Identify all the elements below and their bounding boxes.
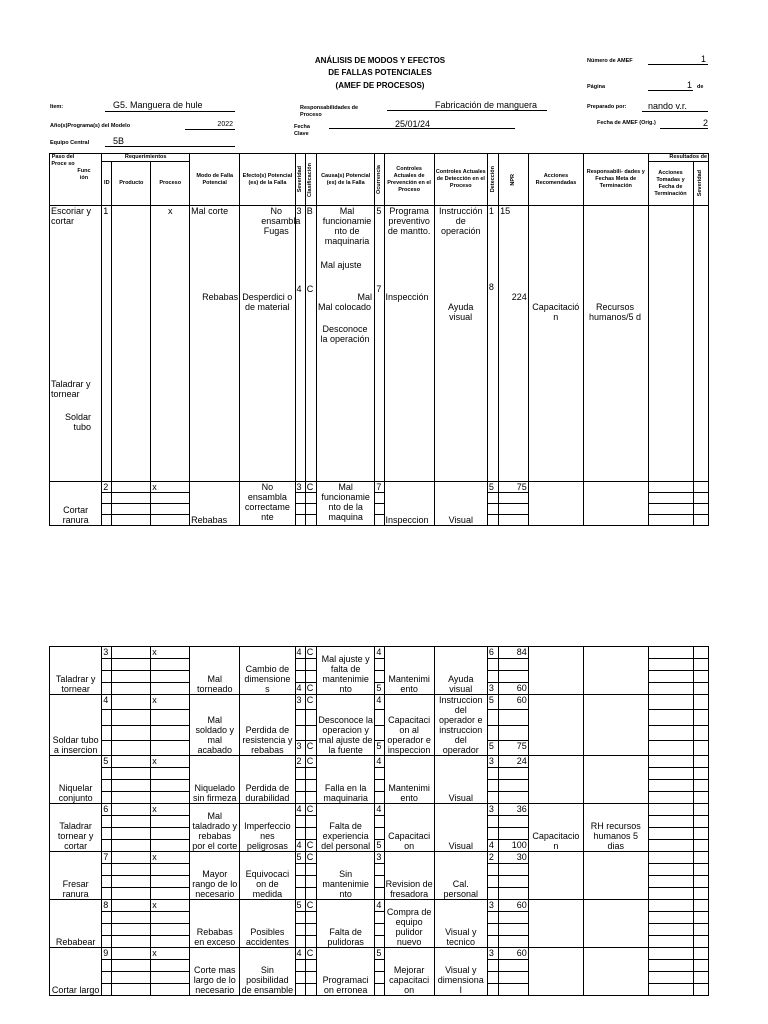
cell-det: 1 8 <box>487 206 498 482</box>
header-acciones-tomadas: Acciones Tomadas y Fecha de Terminación <box>648 162 693 206</box>
cell-proceso: x <box>151 695 190 710</box>
cell-proceso: x <box>151 948 190 960</box>
cell-modo: Mal corte Rebabas <box>190 206 240 482</box>
cell-causa: Sin mantenimie nto <box>317 852 375 900</box>
cell-paso: Cortar ranura <box>50 482 102 526</box>
cell-occ: 4 <box>375 647 384 659</box>
table-row <box>50 948 709 960</box>
cell-prev: Compra de equipo pulidor nuevo <box>384 900 434 948</box>
header-requerimientos: Requerimientos <box>102 154 190 162</box>
table-row <box>50 695 709 710</box>
doc-title-line1: ANÁLISIS DE MODOS Y EFECTOS <box>314 56 446 65</box>
cell-acciones-tomadas <box>648 756 693 768</box>
cell-modo: Corte mas largo de lo necesario <box>190 948 240 996</box>
cell-efecto: Posibles accidentes <box>240 900 295 948</box>
cell-prev: Capacitaci on <box>384 804 434 852</box>
cell-acciones <box>528 900 583 948</box>
header-prevencion: Controles Actuales de Prevención en el Proceso <box>384 154 434 206</box>
amef-table-page1 <box>49 153 709 526</box>
cell-proceso: x <box>151 804 190 816</box>
cell-occ: 5 <box>375 683 384 695</box>
cell-cls: C <box>305 695 316 710</box>
cell-sev: 4 <box>295 647 305 659</box>
cell-det: 3 <box>487 683 498 695</box>
cell-efecto: No ensambla Fugas Desperdici o de material <box>240 206 295 482</box>
cell-npr: 15 224 <box>499 206 529 482</box>
cell-cls: C <box>305 948 316 960</box>
cell-cls: B C <box>305 206 316 482</box>
cell-proceso: x <box>151 900 190 912</box>
cell-det: 6 <box>487 647 498 659</box>
cell-prev: Revision de fresadora <box>384 852 434 900</box>
cell-causa: Mal funcionamie nto de maquinaria Mal ajuste Mal Mal colocado Desconoce la operación <box>317 206 375 482</box>
cell-efecto: Cambio de dimensione s <box>240 647 295 695</box>
cell-proceso: x <box>151 206 190 482</box>
cell-cls: C <box>305 852 316 864</box>
cell-paso: Cortar largo <box>50 948 102 996</box>
cell-paso: Taladrar y tornear <box>50 647 102 695</box>
cell-det-ctrl: Visual y dimensiona l <box>434 948 487 996</box>
cell-causa: Mal funcionamie nto de la maquina <box>317 482 375 526</box>
cell-efecto: Sin posibilidad de ensamble <box>240 948 295 996</box>
cell-occ: 5 7 <box>375 206 384 482</box>
table-row <box>50 482 709 493</box>
cell-sev2 <box>693 900 708 912</box>
cell-acciones-tomadas <box>648 948 693 960</box>
cell-causa: Falta de experiencia del personal <box>317 804 375 852</box>
cell-cls: C <box>305 840 316 852</box>
cell-efecto: Perdida de resistencia y rebabas <box>240 695 295 756</box>
header-modo: Modo de Falla Potencial <box>190 154 240 206</box>
responsibilities-label: Responsabilidades de Proceso <box>300 105 359 118</box>
cell-prev: Inspeccion <box>384 482 434 526</box>
item-value: G5. Manguera de hule <box>113 100 203 110</box>
prepared-by-value: nando v.r. <box>648 101 687 111</box>
cell-npr: 60 <box>499 948 529 960</box>
cell-sev: 3 <box>295 740 305 755</box>
cell-acciones <box>528 756 583 804</box>
cell-det: 5 <box>487 482 498 493</box>
cell-npr: 60 <box>499 900 529 912</box>
cell-npr: 60 <box>499 695 529 710</box>
cell-causa: Desconoce la operacion y mal ajuste de la fuente <box>317 695 375 756</box>
cell-proceso: x <box>151 647 190 659</box>
cell-paso: Taladrar tornear y cortar <box>50 804 102 852</box>
cell-occ: 4 <box>375 900 384 912</box>
cell-sev: 3 <box>295 482 305 493</box>
cell-acciones-tomadas <box>648 647 693 659</box>
cell-producto <box>112 852 151 864</box>
cell-producto <box>112 900 151 912</box>
key-date-label: Fecha Clave <box>294 124 310 137</box>
cell-id: 1 <box>102 206 112 482</box>
page-of-label: de <box>697 84 704 90</box>
cell-efecto: Perdida de durabilidad <box>240 756 295 804</box>
key-date-value: 25/01/24 <box>395 119 431 129</box>
cell-resp: Recursos humanos/5 d <box>584 206 648 482</box>
cell-id: 7 <box>102 852 112 864</box>
cell-paso: Niquelar conjunto <box>50 756 102 804</box>
table-row <box>50 756 709 768</box>
cell-det: 4 <box>487 840 498 852</box>
cell-modo: Niquelado sin firmeza <box>190 756 240 804</box>
cell-occ: 5 <box>375 840 384 852</box>
cell-occ: 7 <box>375 482 384 493</box>
cell-causa: Programaci on erronea <box>317 948 375 996</box>
cell-cls: C <box>305 647 316 659</box>
cell-occ: 5 <box>375 948 384 960</box>
prepared-by-label: Preparado por: <box>587 104 627 110</box>
header-severidad2: Severidad <box>693 162 708 206</box>
cell-id: 8 <box>102 900 112 912</box>
cell-proceso: x <box>151 756 190 768</box>
cell-npr: 84 <box>499 647 529 659</box>
cell-producto <box>112 756 151 768</box>
cell-det-ctrl: Visual y tecnico <box>434 900 487 948</box>
header-causa: Causa(s) Potencial (es) de la Falla <box>317 154 375 206</box>
cell-resp <box>584 852 648 900</box>
cell-efecto: Imperfeccio nes peligrosas <box>240 804 295 852</box>
amef-number-value: 1 <box>700 54 706 64</box>
cell-acciones-tomadas <box>648 852 693 864</box>
cell-modo: Mal taladrado y rebabas por el corte <box>190 804 240 852</box>
cell-sev: 4 <box>295 840 305 852</box>
cell-npr: 24 <box>499 756 529 768</box>
cell-acciones-tomadas <box>648 695 693 710</box>
cell-sev: 5 <box>295 852 305 864</box>
cell-npr: 75 <box>499 482 529 493</box>
cell-sev: 3 <box>295 695 305 710</box>
cell-id: 2 <box>102 482 112 493</box>
cell-producto <box>112 948 151 960</box>
cell-paso: Soldar tubo a insercion <box>50 695 102 756</box>
header-severidad: Severidad <box>295 154 305 206</box>
cell-modo: Mal torneado <box>190 647 240 695</box>
cell-resp: RH recursos humanos 5 dias <box>584 804 648 852</box>
table-row <box>50 852 709 864</box>
cell-sev2 <box>693 206 708 482</box>
cell-det: 3 <box>487 804 498 816</box>
model-year-label: Año(s)Programa(s) del Modelo <box>50 123 131 129</box>
core-team-label: Equipo Central <box>50 140 90 146</box>
cell-acciones <box>528 948 583 996</box>
cell-det: 3 <box>487 900 498 912</box>
cell-occ: 3 <box>375 852 384 864</box>
cell-sev2 <box>693 804 708 816</box>
cell-resp <box>584 695 648 756</box>
cell-npr: 30 <box>499 852 529 864</box>
header-deteccion-ctrl: Controles Actuales de Detección en el Proceso <box>434 154 487 206</box>
cell-id: 3 <box>102 647 112 659</box>
header-proceso: Proceso <box>151 162 190 206</box>
table-row <box>50 900 709 912</box>
cell-resp <box>584 756 648 804</box>
cell-modo: Rebabas <box>190 482 240 526</box>
doc-title-line2: DE FALLAS POTENCIALES <box>328 68 432 77</box>
cell-cls: C <box>305 900 316 912</box>
cell-acciones-tomadas <box>648 206 693 482</box>
cell-efecto: Equivocaci on de medida <box>240 852 295 900</box>
cell-acciones: Capacitacio n <box>528 804 583 852</box>
header-clasificacion: Clasificación <box>305 154 316 206</box>
cell-cls: C <box>305 740 316 755</box>
cell-sev: 5 <box>295 900 305 912</box>
cell-sev: 4 <box>295 804 305 816</box>
cell-npr: 75 <box>499 740 529 755</box>
cell-acciones-tomadas <box>648 900 693 912</box>
cell-acciones <box>528 852 583 900</box>
cell-det: 5 <box>487 695 498 710</box>
cell-sev2 <box>693 695 708 710</box>
model-year-value: 2022 <box>217 121 233 128</box>
cell-det-ctrl: Instrucción de operación Ayuda visual <box>434 206 487 482</box>
cell-occ: 4 <box>375 695 384 710</box>
cell-sev2 <box>693 948 708 960</box>
header-paso: Paso del Proce so Func ión <box>50 154 102 206</box>
cell-cls: C <box>305 804 316 816</box>
cell-det: 3 <box>487 756 498 768</box>
item-label: Item: <box>50 104 64 110</box>
cell-npr: 60 <box>499 683 529 695</box>
responsibilities-value: Fabricación de manguera <box>435 100 538 110</box>
page-value: 1 <box>686 80 692 90</box>
cell-causa: Mal ajuste y falta de mantenimie nto <box>317 647 375 695</box>
header-responsab: Responsabili- dades y Fechas Meta de Terminación <box>584 154 648 206</box>
cell-producto <box>112 647 151 659</box>
cell-modo: Rebabas en exceso <box>190 900 240 948</box>
cell-cls: C <box>305 482 316 493</box>
cell-paso: Fresar ranura <box>50 852 102 900</box>
amef-date-label: Fecha de AMEF (Orig.) <box>597 120 656 126</box>
amef-table-page2 <box>49 646 709 996</box>
cell-sev: 3 4 <box>295 206 305 482</box>
amef-date-value: 2 <box>702 118 708 128</box>
cell-acciones <box>528 695 583 756</box>
cell-det-ctrl: Cal. personal <box>434 852 487 900</box>
cell-sev: 4 <box>295 683 305 695</box>
doc-title-line3: (AMEF DE PROCESOS) <box>335 81 425 90</box>
cell-det-ctrl: Instruccion del operador e instruccion del operador <box>434 695 487 756</box>
cell-resp <box>584 948 648 996</box>
cell-det-ctrl: Visual <box>434 756 487 804</box>
cell-acciones <box>528 647 583 695</box>
cell-prev: Mantenimi ento <box>384 756 434 804</box>
cell-det-ctrl: Visual <box>434 804 487 852</box>
cell-causa: Falta de pulidoras <box>317 900 375 948</box>
cell-det: 3 <box>487 948 498 960</box>
cell-sev2 <box>693 852 708 864</box>
cell-id: 5 <box>102 756 112 768</box>
cell-det: 5 <box>487 740 498 755</box>
cell-occ: 4 <box>375 804 384 816</box>
cell-npr: 36 <box>499 804 529 816</box>
cell-proceso: x <box>151 852 190 864</box>
cell-cls: C <box>305 683 316 695</box>
header-resultados: Resultados de <box>648 154 709 162</box>
cell-causa: Falla en la maquinaria <box>317 756 375 804</box>
header-deteccion: Detección <box>487 154 498 206</box>
cell-occ: 4 <box>375 756 384 768</box>
header-id: ID <box>102 162 112 206</box>
cell-paso: Escoriar y cortar Taladrar y tornear Soldar tubo <box>50 206 102 482</box>
cell-sev2 <box>693 756 708 768</box>
cell-resp <box>584 647 648 695</box>
table-row <box>50 804 709 816</box>
cell-id: 6 <box>102 804 112 816</box>
cell-det-ctrl: Ayuda visual <box>434 647 487 695</box>
cell-prev: Capacitaci on al operador e inspeccion <box>384 695 434 756</box>
amef-number-label: Número de AMEF <box>587 58 633 64</box>
cell-efecto: No ensambla correctame nte <box>240 482 295 526</box>
cell-causa-mal: Mal Mal colocado <box>318 292 373 312</box>
cell-occ: 5 <box>375 740 384 755</box>
cell-prev: Mejorar capacitaci on <box>384 948 434 996</box>
page-label: Página <box>587 84 606 90</box>
header-ocurrencia: Ocurrencia <box>375 154 384 206</box>
cell-id: 9 <box>102 948 112 960</box>
core-team-value: 5B <box>113 136 125 146</box>
cell-sev2 <box>693 647 708 659</box>
table-row <box>50 206 709 482</box>
cell-acciones: Capacitació n <box>528 206 583 482</box>
cell-producto <box>112 206 151 482</box>
cell-modo: Mayor rango de lo necesario <box>190 852 240 900</box>
cell-modo: Mal soldado y mal acabado <box>190 695 240 756</box>
cell-det: 2 <box>487 852 498 864</box>
cell-producto <box>112 804 151 816</box>
cell-sev: 2 <box>295 756 305 768</box>
cell-prev: Programa preventivo de mantto. Inspección <box>384 206 434 482</box>
cell-proceso: x <box>151 482 190 493</box>
header-efecto: Efecto(s) Potencial (es) de la Falla <box>240 154 295 206</box>
cell-prev: Mantenimi ento <box>384 647 434 695</box>
cell-acciones-tomadas <box>648 804 693 816</box>
cell-npr: 100 <box>499 840 529 852</box>
cell-paso: Rebabear <box>50 900 102 948</box>
cell-id: 4 <box>102 695 112 710</box>
cell-cls: C <box>305 756 316 768</box>
header-npr: NPR <box>499 154 529 206</box>
cell-producto <box>112 695 151 710</box>
cell-resp <box>584 900 648 948</box>
header-producto: Producto <box>112 162 151 206</box>
cell-det-ctrl: Visual <box>434 482 487 526</box>
table-row <box>50 647 709 659</box>
cell-sev: 4 <box>295 948 305 960</box>
header-acciones: Acciones Recomendadas <box>528 154 583 206</box>
